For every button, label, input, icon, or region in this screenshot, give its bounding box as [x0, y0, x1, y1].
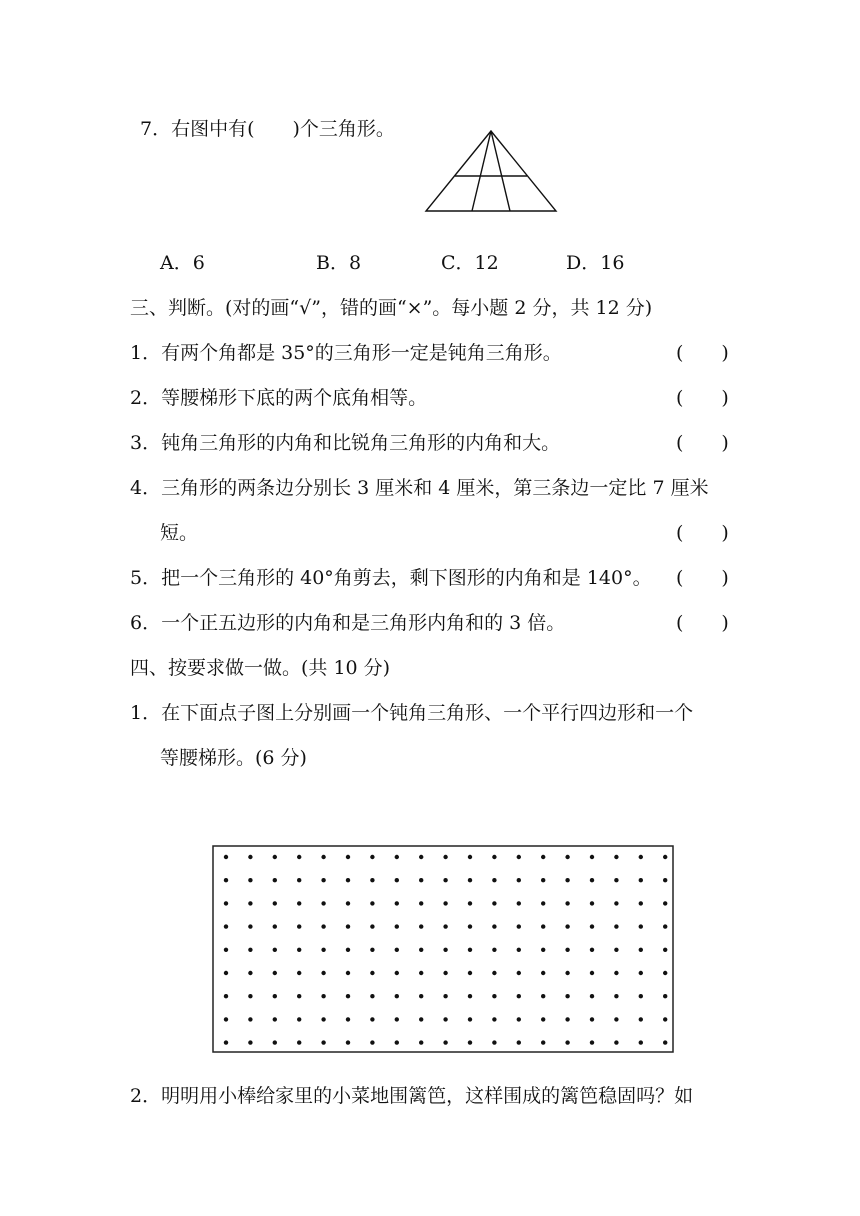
grid-dot: [663, 924, 667, 928]
grid-dot: [248, 855, 252, 859]
grid-dot: [321, 1017, 325, 1021]
grid-dot: [297, 878, 301, 882]
judge-answer-5[interactable]: ( ): [676, 567, 729, 589]
dot-grid[interactable]: [212, 845, 674, 1053]
grid-dot: [370, 994, 374, 998]
grid-dot: [321, 994, 325, 998]
grid-dot: [663, 901, 667, 905]
grid-dot: [541, 994, 545, 998]
grid-dot: [443, 901, 447, 905]
grid-dot: [321, 855, 325, 859]
grid-dot: [395, 855, 399, 859]
grid-dot: [224, 1017, 228, 1021]
grid-dot: [590, 971, 594, 975]
grid-dot: [492, 1017, 496, 1021]
grid-dot: [346, 878, 350, 882]
grid-dot: [517, 1017, 521, 1021]
grid-dot: [395, 924, 399, 928]
grid-dot: [370, 924, 374, 928]
grid-dot: [492, 1040, 496, 1044]
grid-dot: [468, 1040, 472, 1044]
grid-dot: [492, 855, 496, 859]
grid-dot: [468, 1017, 472, 1021]
grid-dot: [590, 855, 594, 859]
grid-dot: [614, 878, 618, 882]
grid-dot: [273, 878, 277, 882]
grid-dot: [468, 948, 472, 952]
grid-dot: [614, 924, 618, 928]
q7-option-c: C．12: [441, 252, 499, 274]
grid-dot: [419, 901, 423, 905]
judge-item-4: 4．三角形的两条边分别长 3 厘米和 4 厘米，第三条边一定比 7 厘米: [130, 477, 709, 499]
grid-dot: [370, 1040, 374, 1044]
grid-dot: [443, 1040, 447, 1044]
grid-dot: [492, 901, 496, 905]
grid-dot: [590, 924, 594, 928]
grid-dot: [639, 855, 643, 859]
grid-dot: [541, 901, 545, 905]
grid-dot: [297, 1017, 301, 1021]
grid-dot: [273, 901, 277, 905]
grid-dot: [443, 1017, 447, 1021]
grid-dot: [370, 901, 374, 905]
grid-dot: [346, 1017, 350, 1021]
grid-dot: [321, 878, 325, 882]
grid-dot: [590, 1040, 594, 1044]
grid-dot: [541, 1017, 545, 1021]
grid-dot: [590, 948, 594, 952]
grid-dot: [639, 1040, 643, 1044]
grid-dot: [492, 971, 496, 975]
grid-dot: [614, 901, 618, 905]
grid-dot: [541, 971, 545, 975]
grid-dot: [248, 994, 252, 998]
grid-dot: [248, 901, 252, 905]
section4-q1-line1: 1．在下面点子图上分别画一个钝角三角形、一个平行四边形和一个: [130, 702, 694, 724]
grid-dot: [395, 901, 399, 905]
grid-dot: [346, 924, 350, 928]
grid-dot: [468, 924, 472, 928]
grid-dot: [395, 878, 399, 882]
grid-dot: [273, 1040, 277, 1044]
grid-dot: [395, 1017, 399, 1021]
triangle-figure: [422, 128, 562, 218]
grid-dot: [639, 948, 643, 952]
grid-dot: [419, 994, 423, 998]
grid-dot: [639, 1017, 643, 1021]
grid-dot: [321, 901, 325, 905]
section4-q1-line2: 等腰梯形。(6 分): [160, 747, 307, 769]
grid-dot: [346, 901, 350, 905]
grid-dot: [565, 948, 569, 952]
grid-dot: [419, 948, 423, 952]
grid-dot: [443, 971, 447, 975]
judge-item-6: 6．一个正五边形的内角和是三角形内角和的 3 倍。: [130, 612, 566, 634]
judge-answer-2[interactable]: ( ): [676, 387, 729, 409]
grid-dot: [297, 855, 301, 859]
grid-dot: [614, 971, 618, 975]
grid-dot: [468, 901, 472, 905]
grid-dot: [541, 1040, 545, 1044]
section4-q2-line1: 2．明明用小棒给家里的小菜地围篱笆，这样围成的篱笆稳固吗？如: [130, 1085, 694, 1107]
grid-dot: [224, 994, 228, 998]
grid-dot: [224, 948, 228, 952]
grid-dot: [273, 971, 277, 975]
grid-dot: [443, 855, 447, 859]
grid-dot: [248, 948, 252, 952]
judge-item-4-cont: 短。: [160, 522, 199, 544]
grid-dot: [321, 971, 325, 975]
grid-dot: [297, 1040, 301, 1044]
grid-dot: [517, 878, 521, 882]
grid-dot: [639, 878, 643, 882]
grid-dot: [370, 948, 374, 952]
grid-dot: [297, 901, 301, 905]
grid-dot: [492, 994, 496, 998]
grid-dot: [565, 878, 569, 882]
grid-dot: [468, 855, 472, 859]
judge-answer-3[interactable]: ( ): [676, 432, 729, 454]
grid-dot: [565, 1040, 569, 1044]
grid-dot: [663, 971, 667, 975]
grid-dot: [517, 924, 521, 928]
grid-dot: [248, 1040, 252, 1044]
grid-dot: [273, 924, 277, 928]
grid-dot: [273, 948, 277, 952]
grid-dot: [468, 878, 472, 882]
grid-dot: [297, 994, 301, 998]
grid-dot: [639, 971, 643, 975]
grid-dot: [565, 994, 569, 998]
grid-dot: [419, 878, 423, 882]
grid-dot: [614, 948, 618, 952]
grid-dot: [346, 994, 350, 998]
grid-dot: [663, 948, 667, 952]
grid-dot: [248, 924, 252, 928]
grid-dot: [248, 878, 252, 882]
grid-dot: [395, 948, 399, 952]
q7-option-a: A．6: [160, 252, 205, 274]
grid-dot: [370, 971, 374, 975]
grid-dot: [541, 878, 545, 882]
grid-dot: [224, 878, 228, 882]
grid-dot: [468, 994, 472, 998]
section3-heading: 三、判断。(对的画“√”，错的画“×”。每小题 2 分，共 12 分): [130, 297, 653, 319]
grid-dot: [663, 994, 667, 998]
section4-heading: 四、按要求做一做。(共 10 分): [130, 657, 391, 679]
grid-dot: [370, 1017, 374, 1021]
grid-dot: [224, 924, 228, 928]
grid-dot: [541, 924, 545, 928]
grid-dot: [395, 1040, 399, 1044]
grid-dot: [419, 971, 423, 975]
judge-item-2: 2．等腰梯形下底的两个底角相等。: [130, 387, 428, 409]
grid-dot: [224, 855, 228, 859]
judge-answer-1[interactable]: ( ): [676, 342, 729, 364]
judge-answer-4[interactable]: ( ): [676, 522, 729, 544]
grid-dot: [663, 1017, 667, 1021]
grid-dot: [492, 878, 496, 882]
grid-dot: [224, 901, 228, 905]
grid-dot: [565, 901, 569, 905]
grid-dot: [541, 948, 545, 952]
grid-dot: [639, 924, 643, 928]
grid-dot: [492, 924, 496, 928]
grid-dot: [565, 1017, 569, 1021]
grid-dot: [614, 855, 618, 859]
grid-dot: [565, 855, 569, 859]
grid-dot: [297, 971, 301, 975]
grid-dot: [492, 948, 496, 952]
judge-item-3: 3．钝角三角形的内角和比锐角三角形的内角和大。: [130, 432, 561, 454]
grid-dot: [639, 994, 643, 998]
q7-option-d: D．16: [566, 252, 625, 274]
grid-dot: [565, 971, 569, 975]
grid-dot: [346, 1040, 350, 1044]
grid-dot: [639, 901, 643, 905]
grid-dot: [517, 855, 521, 859]
judge-item-1: 1．有两个角都是 35°的三角形一定是钝角三角形。: [130, 342, 562, 364]
grid-dot: [443, 948, 447, 952]
grid-dot: [321, 1040, 325, 1044]
grid-dot: [517, 901, 521, 905]
grid-dot: [541, 855, 545, 859]
grid-dot: [224, 971, 228, 975]
grid-dot: [248, 971, 252, 975]
grid-dot: [614, 1017, 618, 1021]
grid-dot: [517, 1040, 521, 1044]
grid-dot: [273, 855, 277, 859]
q7-text: 7．右图中有( )个三角形。: [140, 118, 395, 140]
grid-dot: [517, 994, 521, 998]
grid-dot: [517, 971, 521, 975]
grid-dot: [297, 924, 301, 928]
grid-dot: [346, 971, 350, 975]
grid-dot: [590, 901, 594, 905]
grid-dot: [468, 971, 472, 975]
grid-dot: [346, 948, 350, 952]
grid-dot: [273, 994, 277, 998]
grid-dot: [321, 924, 325, 928]
grid-dot: [517, 948, 521, 952]
grid-dot: [419, 1040, 423, 1044]
grid-dot: [663, 855, 667, 859]
grid-dot: [614, 1040, 618, 1044]
grid-dot: [297, 948, 301, 952]
grid-dot: [443, 924, 447, 928]
grid-dot: [395, 994, 399, 998]
grid-dot: [663, 1040, 667, 1044]
q7-option-b: B．8: [316, 252, 362, 274]
grid-dot: [395, 971, 399, 975]
grid-dot: [346, 855, 350, 859]
grid-dot: [443, 878, 447, 882]
grid-dot: [590, 994, 594, 998]
grid-dot: [443, 994, 447, 998]
grid-dot: [565, 924, 569, 928]
grid-dot: [321, 948, 325, 952]
grid-dot: [370, 855, 374, 859]
grid-dot: [273, 1017, 277, 1021]
dot-grid-border: [213, 846, 673, 1052]
grid-dot: [224, 1040, 228, 1044]
grid-dot: [419, 855, 423, 859]
grid-dot: [590, 1017, 594, 1021]
grid-dot: [663, 878, 667, 882]
grid-dot: [590, 878, 594, 882]
grid-dot: [419, 924, 423, 928]
grid-dot: [614, 994, 618, 998]
judge-answer-6[interactable]: ( ): [676, 612, 729, 634]
judge-item-5: 5．把一个三角形的 40°角剪去，剩下图形的内角和是 140°。: [130, 567, 652, 589]
grid-dot: [419, 1017, 423, 1021]
grid-dot: [370, 878, 374, 882]
grid-dot: [248, 1017, 252, 1021]
